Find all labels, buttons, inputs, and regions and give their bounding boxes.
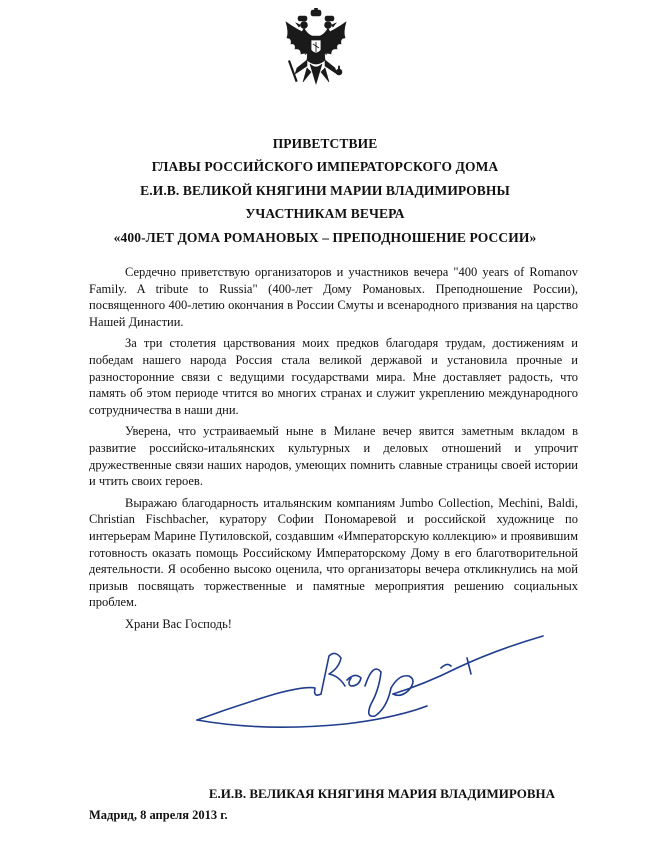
body-paragraph: Уверена, что устраиваемый ныне в Милане вечер явится заметным вкладом в развитие российско-итальянских культурных и деловых отношений и упрочит дружественные связи наших народов, умеющих помнить славные страницы своей истории и чтить своих героев. xyxy=(89,424,578,489)
heading-line-event-name: «400-ЛЕТ ДОМА РОМАНОВЫХ – ПРЕПОДНОШЕНИЕ РОССИИ» xyxy=(113,229,537,245)
body-paragraph: Выражаю благодарность итальянским компаниям Jumbo Collection, Mechini, Baldi, Christian Fischbacher, куратору Софии Пономаревой и российской художнице по интерьерам Марине Путиловской, создавшим «Императорскую коллекцию» и проявившим готовность оказать помощь Российскому Императорскому Дому в его благотворительной деятельности. Я особенно высоко оценила, что организаторы вечера откликнулись на мой призыв посвящать торжественные и памятные мероприятия решению социальных проблем. xyxy=(89,495,578,610)
heading-line-participants: УЧАСТНИКАМ ВЕЧЕРА xyxy=(245,206,405,222)
place-and-date: Мадрид, 8 апреля 2013 г. xyxy=(89,808,228,822)
document-heading xyxy=(60,132,590,249)
body-paragraph: Сердечно приветствую организаторов и участников вечера "400 years of Romanov Family. A tribute to Russia" (400-лет Дому Романовых. Преподношение России), посвященного 400-летию окончания в России Смуты и всенародного призвания на царство Нашей Династии. xyxy=(89,265,578,329)
closing-blessing: Храни Вас Господь! xyxy=(125,616,232,631)
double-headed-eagle-coat-of-arms-icon xyxy=(283,8,349,98)
body-paragraph: За три столетия царствования моих предков благодаря трудам, достижениям и победам нашего народа Россия стала великой державой и установила прочные и разносторонние связи с ведущими государствами мира. Мне доставляет радость, что память об этом периоде чтится во многих странах и служит укреплению международного сотрудничества в наши дни. xyxy=(89,336,578,417)
signatory-name: Е.И.В. ВЕЛИКАЯ КНЯГИНЯ МАРИЯ ВЛАДИМИРОВНА xyxy=(208,786,555,801)
handwritten-signature-icon xyxy=(195,628,555,748)
heading-line-grand-duchess: Е.И.В. ВЕЛИКОЙ КНЯГИНИ МАРИИ ВЛАДИМИРОВНЫ xyxy=(140,182,510,198)
heading-line-title: ПРИВЕТСТВИЕ xyxy=(272,136,378,151)
heading-line-head-of-house: ГЛАВЫ РОССИЙСКОГО ИМПЕРАТОРСКОГО ДОМА xyxy=(151,159,499,175)
letter-body xyxy=(89,264,578,632)
